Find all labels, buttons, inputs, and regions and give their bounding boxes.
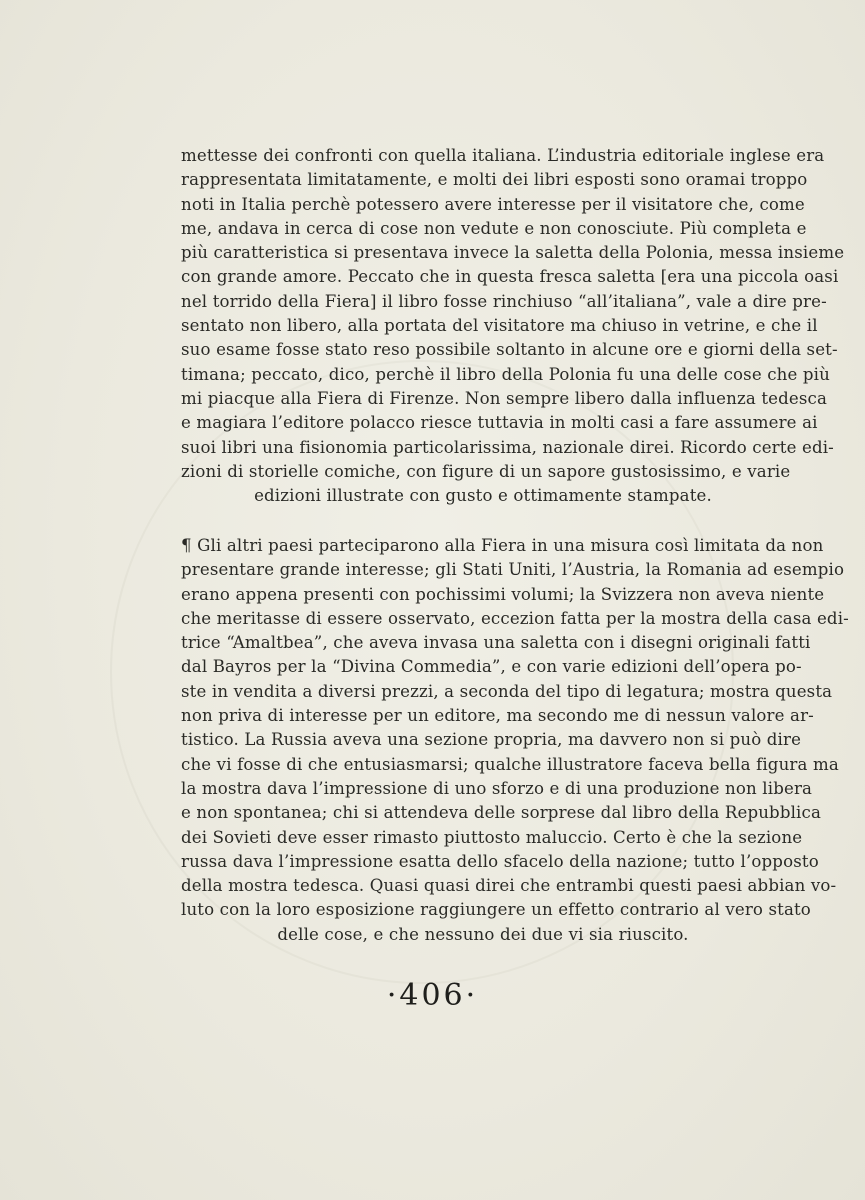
text-line: trice “Amaltbea”, che aveva invasa una saletta con i disegni originali fatti: [181, 633, 811, 653]
text-line: mettesse dei confronti con quella italiana. L’industria editoriale inglese era: [181, 146, 825, 165]
paragraph-1: [181, 144, 845, 508]
text-line: russa dava l’impressione esatta dello sfacelo della nazione; tutto l’opposto: [181, 851, 819, 871]
text-line: più caratteristica si presentava invece la saletta della Polonia, messa insieme: [181, 243, 845, 263]
text-line: nel torrido della Fiera] il libro fosse rinchiuso “all’italiana”, vale a dire pre-: [181, 291, 827, 311]
text-line: dei Sovieti deve esser rimasto piuttosto maluccio. Certo è che la sezione: [181, 827, 803, 847]
text-line-last: edizioni illustrate con gusto e ottimamente stampate.: [254, 486, 712, 506]
text-line: che vi fosse di che entusiasmarsi; qualche illustratore faceva bella figura ma: [181, 754, 839, 774]
paragraph-2: [181, 534, 849, 947]
page-number: ·406·: [386, 978, 479, 1013]
text-line: erano appena presenti con pochissimi volumi; la Svizzera non aveva niente: [181, 584, 825, 604]
text-line: la mostra dava l’impressione di uno sforzo e di una produzione non libera: [181, 778, 813, 798]
text-line: suoi libri una fisionomia particolarissima, nazionale direi. Ricordo certe edi-: [181, 437, 834, 457]
text-line: luto con la loro esposizione raggiungere un effetto contrario al vero stato: [181, 900, 811, 920]
text-line: e non spontanea; chi si attendeva delle sorprese dal libro della Repubblica: [181, 803, 822, 823]
text-line: timana; peccato, dico, perchè il libro della Polonia fu una delle cose che più: [181, 364, 830, 384]
text-line: non priva di interesse per un editore, ma secondo me di nessun valore ar-: [181, 706, 814, 726]
text-line: tistico. La Russia aveva una sezione propria, ma davvero non si può dire: [181, 730, 802, 750]
text-line: rappresentata limitatamente, e molti dei libri esposti sono oramai troppo: [181, 170, 808, 190]
text-line: suo esame fosse stato reso possibile soltanto in alcune ore e giorni della set-: [181, 340, 838, 360]
text-line: sentato non libero, alla portata del visitatore ma chiuso in vetrine, e che il: [181, 316, 818, 336]
text-line: ¶ Gli altri paesi parteciparono alla Fiera in una misura così limitata da non: [181, 536, 824, 555]
text-line: che meritasse di essere osservato, eccezion fatta per la mostra della casa edi-: [181, 608, 849, 628]
text-line: e magiara l’editore polacco riesce tuttavia in molti casi a fare assumere ai: [181, 413, 818, 433]
text-line: me, andava in cerca di cose non vedute e non conosciute. Più completa e: [181, 218, 807, 238]
text-line-last: delle cose, e che nessuno dei due vi sia riuscito.: [277, 924, 689, 944]
text-line: mi piacque alla Fiera di Firenze. Non sempre libero dalla influenza tedesca: [181, 388, 828, 408]
text-line: zioni di storielle comiche, con figure di un sapore gustosissimo, e varie: [181, 461, 791, 481]
text-line: con grande amore. Peccato che in questa fresca saletta [era una piccola oasi: [181, 267, 839, 287]
text-line: della mostra tedesca. Quasi quasi direi che entrambi questi paesi abbian vo-: [181, 876, 837, 896]
text-line: ste in vendita a diversi prezzi, a seconda del tipo di legatura; mostra questa: [181, 681, 833, 701]
text-line: noti in Italia perchè potessero avere interesse per il visitatore che, come: [181, 194, 805, 214]
text-line: dal Bayros per la “Divina Commedia”, e con varie edizioni dell’opera po-: [181, 657, 802, 677]
text-line: presentare grande interesse; gli Stati Uniti, l’Austria, la Romania ad esempio: [181, 560, 845, 580]
